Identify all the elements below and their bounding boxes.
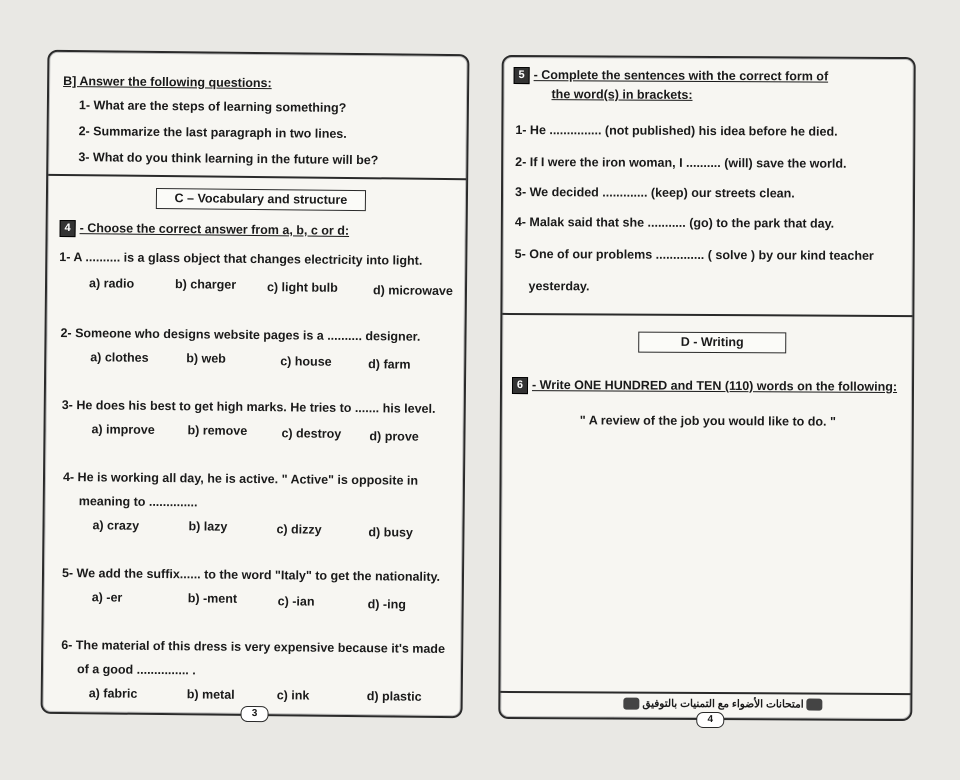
question-4-instruction [60, 220, 350, 240]
complete-sentence: 3- We decided ............. (keep) our streets clean. [514, 184, 795, 201]
writing-topic: " A review of the job you would like to do. " [579, 413, 836, 429]
option: c) -ian [277, 594, 315, 609]
owl-logo-icon [623, 698, 639, 710]
question-6-text: - Write ONE HUNDRED and TEN (110) words on the following: [531, 377, 898, 394]
option: c) ink [276, 688, 310, 703]
option: c) light bulb [266, 280, 338, 295]
question-5-text: - Complete the sentences with the correct form of [533, 67, 829, 84]
vocab-item-stem: 6- The material of this dress is very expensive because it's made [61, 637, 446, 657]
vocab-item-stem-cont: meaning to .............. [78, 494, 198, 510]
page-number: 3 [240, 706, 268, 722]
divider [502, 313, 912, 317]
footer-text: امتحانات الأضواء مع التمنيات بالتوفيق [642, 697, 804, 711]
complete-sentence-cont: yesterday. [528, 279, 590, 294]
question-number-badge: 6 [512, 377, 528, 394]
question-5-instruction [514, 67, 829, 86]
complete-sentence: 1- He ............... (not published) his idea before he died. [515, 122, 838, 139]
option: d) prove [369, 429, 419, 444]
option: d) plastic [366, 689, 422, 704]
option: b) lazy [188, 519, 228, 534]
complete-sentence: 5- One of our problems .............. ( solve ) by our kind teacher [514, 246, 874, 263]
option: c) destroy [281, 426, 342, 441]
question-6-instruction [512, 377, 897, 396]
option: b) remove [187, 423, 248, 438]
option: d) microwave [372, 283, 453, 299]
section-b-heading: B] Answer the following questions: [63, 73, 272, 91]
owl-logo-icon [807, 699, 823, 711]
section-c-title: C – Vocabulary and structure [156, 188, 366, 211]
option: b) web [186, 351, 226, 366]
option: b) metal [186, 687, 235, 702]
option: a) -er [91, 590, 123, 605]
left-page [41, 50, 470, 718]
option: c) house [280, 354, 332, 369]
vocab-item-stem: 2- Someone who designs website pages is a .......... designer. [60, 325, 421, 344]
section-b-question: 2- Summarize the last paragraph in two lines. [78, 124, 347, 141]
question-number-badge: 5 [514, 67, 530, 84]
divider [48, 174, 466, 180]
page-number: 4 [696, 712, 724, 728]
option: a) radio [88, 276, 135, 291]
section-b-question: 1- What are the steps of learning something? [78, 98, 347, 115]
section-b-question: 3- What do you think learning in the future will be? [78, 150, 379, 168]
vocab-item-stem: 5- We add the suffix...... to the word "Italy" to get the nationality. [61, 565, 441, 584]
option: a) clothes [90, 350, 149, 365]
vocab-item-stem: 4- He is working all day, he is active. " Active" is opposite in [62, 469, 419, 488]
question-4-text: - Choose the correct answer from a, b, c or d: [79, 220, 350, 238]
vocab-item-stem-cont: of a good ............... . [76, 662, 196, 678]
option: b) -ment [187, 591, 238, 606]
option: d) -ing [367, 597, 406, 612]
section-d-title: D - Writing [638, 332, 786, 354]
option: d) busy [368, 525, 413, 540]
complete-sentence: 4- Malak said that she ........... (go) to the park that day. [514, 214, 835, 231]
vocab-item-stem: 3- He does his best to get high marks. He tries to ....... his level. [61, 397, 436, 416]
option: a) crazy [92, 518, 140, 533]
question-5-text-cont: the word(s) in brackets: [551, 87, 693, 102]
complete-sentence: 2- If I were the iron woman, I .......... (will) save the world. [515, 154, 847, 171]
option: a) fabric [88, 686, 138, 701]
right-page [498, 55, 915, 726]
option: d) farm [368, 357, 411, 372]
footer-banner [620, 698, 825, 711]
option: c) dizzy [276, 522, 322, 537]
option: b) charger [174, 277, 237, 292]
question-number-badge: 4 [60, 220, 76, 237]
vocab-item-stem: 1- A .......... is a glass object that changes electricity into light. [59, 249, 423, 268]
option: a) improve [91, 422, 155, 437]
